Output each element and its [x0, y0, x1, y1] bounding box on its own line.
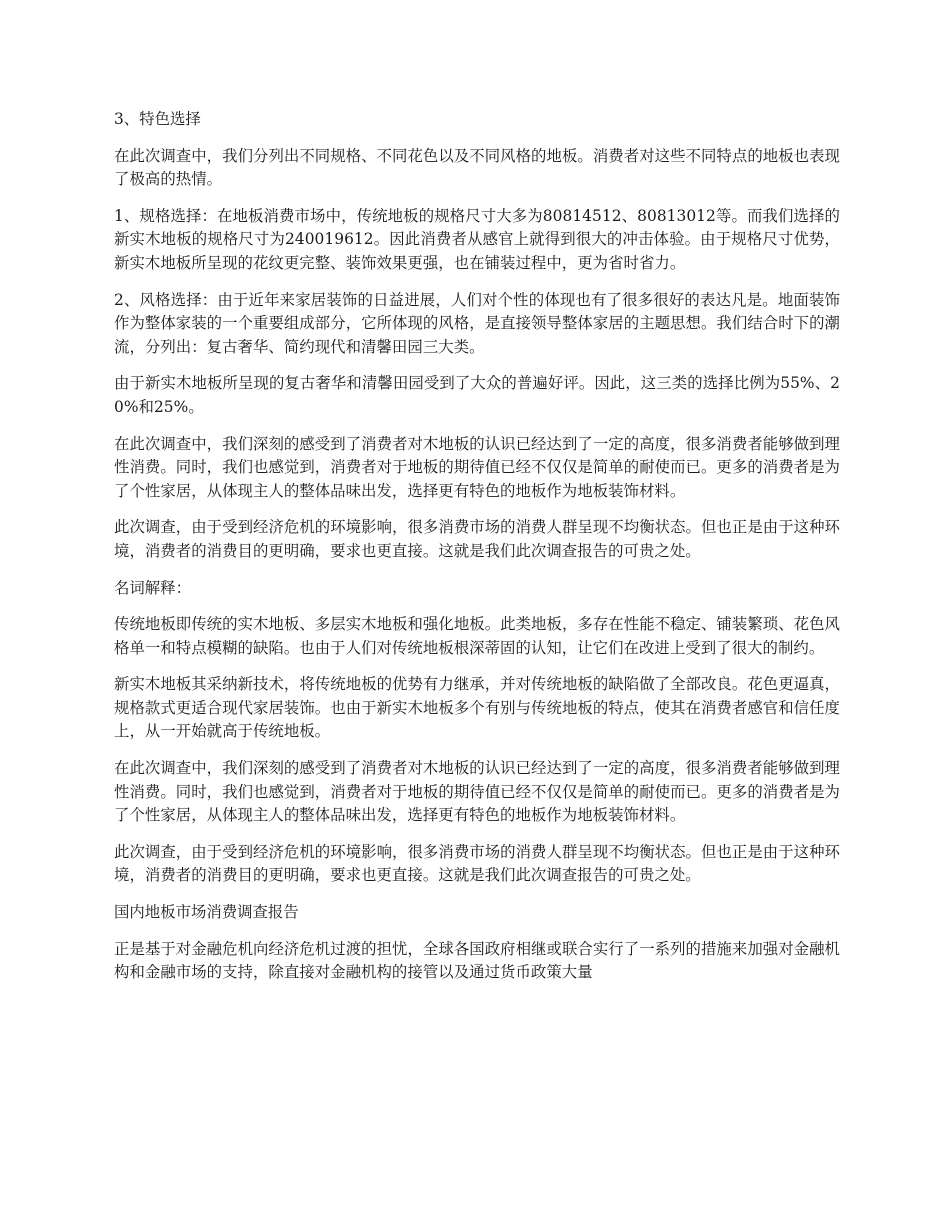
section-heading-glossary: 名词解释：	[114, 578, 191, 597]
document-body	[114, 108, 840, 998]
section-heading-report-title: 国内地板市场消费调查报告	[114, 903, 299, 922]
section-heading-feature-selection: 3、特色选择	[114, 110, 201, 128]
paragraph-traditional-floor: 传统地板即传统的实木地板、多层实木地板和强化地板。此类地板，多存在性能不稳定、铺装繁琐、花色风格单一和特点模糊的缺陷。也由于人们对传统地板根深蒂固的认知，让它们在改进上受到了很大的制约。	[114, 615, 840, 657]
paragraph-consumer-insight-repeat: 在此次调查中，我们深刻的感受到了消费者对木地板的认识已经达到了一定的高度，很多消费者能够做到理性消费。同时，我们也感觉到，消费者对于地板的期待值已经不仅仅是简单的耐使而已。更多的消费者是为了个性家居，从体现主人的整体品味出发，选择更有特色的地板作为地板装饰材料。	[114, 759, 840, 825]
paragraph-new-solid-wood-floor: 新实木地板其采纳新技术，将传统地板的优势有力继承，并对传统地板的缺陷做了全部改良。花色更逼真，规格款式更适合现代家居装饰。也由于新实木地板多个有别与传统地板的特点，使其在消费者感官和信任度上，从一开始就高于传统地板。	[114, 675, 840, 741]
paragraph-consumer-insight: 在此次调查中，我们深刻的感受到了消费者对木地板的认识已经达到了一定的高度，很多消费者能够做到理性消费。同时，我们也感觉到，消费者对于地板的期待值已经不仅仅是简单的耐使而已。更多的消费者是为了个性家居，从体现主人的整体品味出发，选择更有特色的地板作为地板装饰材料。	[114, 434, 840, 500]
paragraph-style-ratio: 由于新实木地板所呈现的复古奢华和清馨田园受到了大众的普遍好评。因此，这三类的选择比例为55%、20%和25%。	[114, 374, 840, 416]
paragraph-survey-value: 此次调查，由于受到经济危机的环境影响，很多消费市场的消费人群呈现不均衡状态。但也正是由于这种环境，消费者的消费目的更明确，要求也更直接。这就是我们此次调查报告的可贵之处。	[114, 518, 840, 560]
paragraph-size-selection: 1、规格选择：在地板消费市场中，传统地板的规格尺寸大多为80814512、80813012等。而我们选择的新实木地板的规格尺寸为240019612。因此消费者从感官上就得到很大的冲击体验。由于规格尺寸优势，新实木地板所呈现的花纹更完整、装饰效果更强，也在铺装过程中，更为省时省力。	[114, 206, 840, 272]
paragraph-intro: 在此次调查中，我们分列出不同规格、不同花色以及不同风格的地板。消费者对这些不同特点的地板也表现了极高的热情。	[114, 146, 840, 189]
paragraph-financial-crisis: 正是基于对金融危机向经济危机过渡的担忧，全球各国政府相继或联合实行了一系列的措施来加强对金融机构和金融市场的支持，除直接对金融机构的接管以及通过货币政策大量	[114, 939, 840, 982]
paragraph-survey-value-repeat: 此次调查，由于受到经济危机的环境影响，很多消费市场的消费人群呈现不均衡状态。但也正是由于这种环境，消费者的消费目的更明确，要求也更直接。这就是我们此次调查报告的可贵之处。	[114, 842, 840, 885]
paragraph-style-selection: 2、风格选择：由于近年来家居装饰的日益进展，人们对个性的体现也有了很多很好的表达凡是。地面装饰作为整体家装的一个重要组成部分，它所体现的风格，是直接领导整体家居的主题思想。我们结合时下的潮流，分列出：复古奢华、简约现代和清馨田园三大类。	[114, 290, 840, 356]
